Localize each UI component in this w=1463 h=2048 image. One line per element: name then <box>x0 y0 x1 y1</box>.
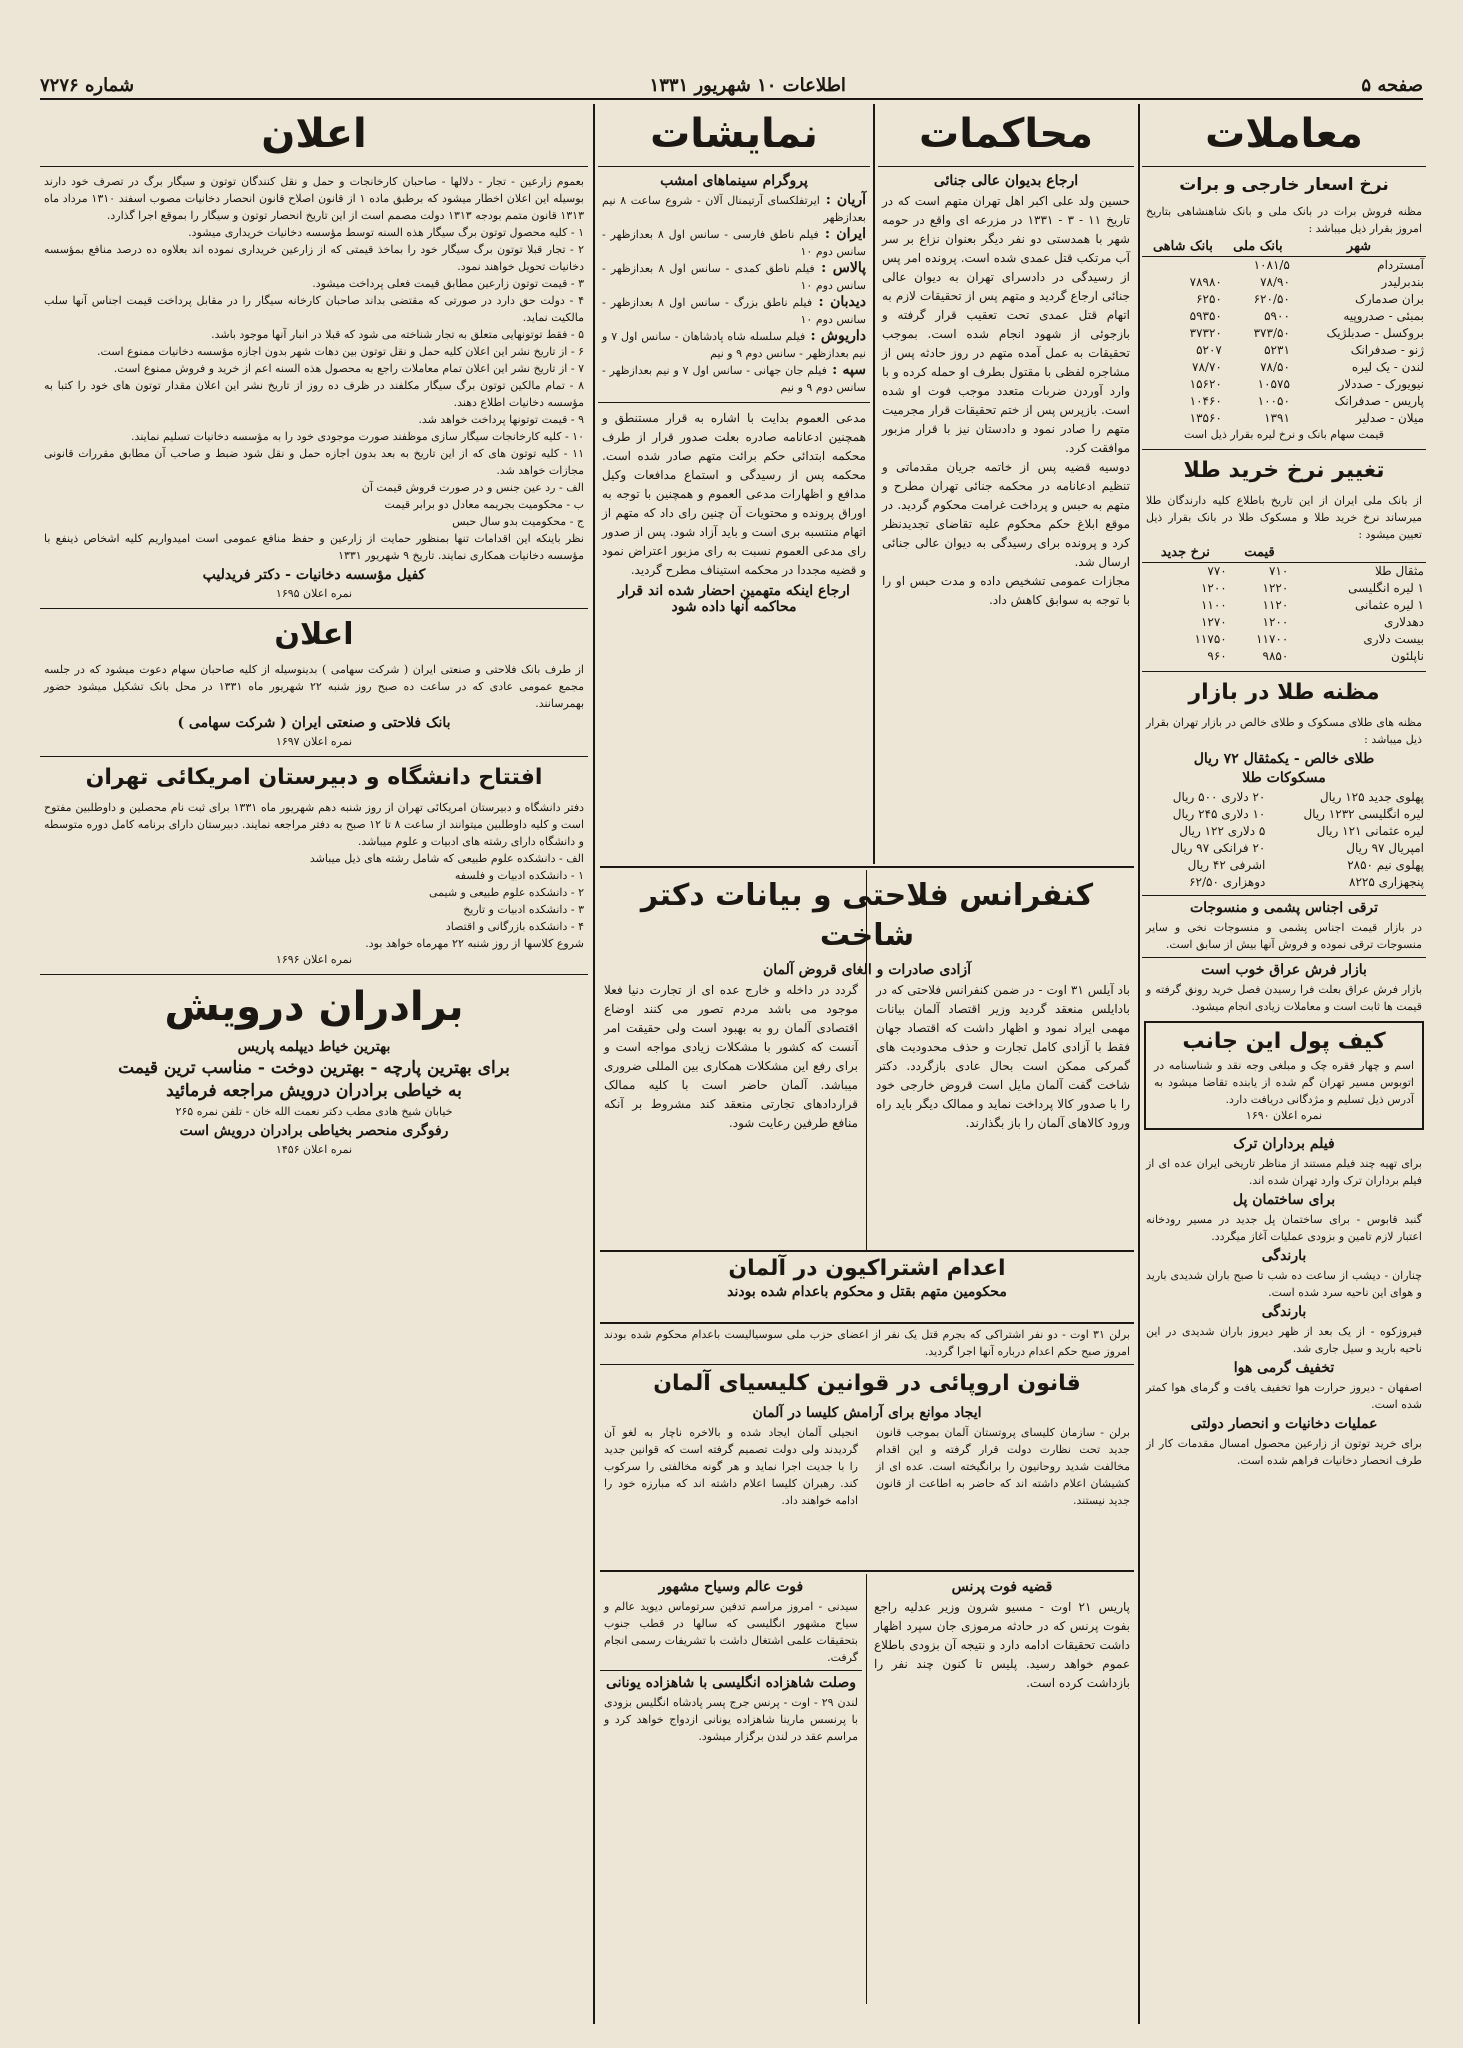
church-subtitle: ایجاد موانع برای آرامش کلیسا در آلمان <box>752 1405 982 1421</box>
execution-subtitle: محکومین متهم بقتل و محکوم باعدام شده بودند <box>727 1284 1007 1300</box>
cinema-entry <box>602 294 866 328</box>
penalty-item: ج - محکومیت بدو سال حبس <box>452 515 584 528</box>
table-cell: ژنو - صدفرانک <box>1350 343 1424 357</box>
rain2-title: بارندگی <box>1261 1304 1307 1320</box>
section-rule <box>600 1250 1134 1252</box>
school-ad-number: نمره اعلان ۱۶۹۶ <box>275 953 353 966</box>
coin-row <box>1142 857 1426 874</box>
church-text-right: برلن - سازمان کلیسای پروتستان آلمان بموجب قانون جدید تحت نظارت دولت قرار گرفته و این اقدام مخالفت شدید روحانیون را برانگیخته است. عده ای از کشیشان اعلام داشته اند که حاضر به اطاعت از قانون جدید نیستند. <box>876 1426 1130 1507</box>
bridge-text: گنبد قابوس - برای ساختمان پل جدید در مسیر رودخانه اعتبار لازم تامین و بزودی عملیات آغاز میگردد. <box>1146 1213 1422 1243</box>
rate-row <box>1142 359 1426 376</box>
exchange-rates-title: نرخ اسعار خارجی و برات <box>1179 175 1389 195</box>
school-list-item: الف - دانشکده علوم طبیعی که شامل رشته های ذیل میباشد <box>309 852 584 865</box>
rate-row <box>1142 308 1426 325</box>
bridge-title: برای ساختمان پل <box>1232 1192 1336 1208</box>
table-cell: ۱۱۷۵۰ <box>1194 632 1227 646</box>
table-cell: ۷۱۰ <box>1268 564 1289 578</box>
notice-item: ۱۱ - کلیه توتون های که از این تاریخ به بعد بدون اجازه حمل و نقل شود ضبط و صاحب آن مطابق مقررات قانونی مجازات خواهد شد. <box>44 447 584 477</box>
rain-title: بارندگی <box>1261 1248 1307 1264</box>
table-cell: ۱ لیره عثمانی <box>1355 598 1424 612</box>
cinema-entry <box>602 362 866 396</box>
table-header-cell <box>1290 543 1426 563</box>
penalty-item: الف - رد عین جنس و در صورت فروش قیمت آن <box>361 481 584 494</box>
school-title: افتتاح دانشگاه و دبیرستان امریکائی تهران <box>85 765 543 790</box>
rain2-text: فیروزکوه - از یک بعد از ظهر دیروز باران شدیدی در این ناحیه بارید و سیل جاری شد. <box>1146 1325 1422 1355</box>
cinema-program: ایرتفلکسای آرتیمنال آلان - شروع ساعت ۸ نیم بعدازظهر <box>602 194 866 224</box>
table-cell: ۱۱۷۰۰ <box>1256 632 1289 646</box>
table-header-cell: بانک شاهی <box>1142 237 1224 257</box>
cinema-program: فیلم ناطق بزرگ - سانس اول ۸ بعدازظهر - سانس دوم ۱۰ <box>602 296 866 326</box>
notice-ad-number: نمره اعلان ۱۶۹۵ <box>275 587 353 600</box>
case-text-2: دوسیه قضیه پس از خاتمه جریان مقدماتی و تنظیم ادعانامه در محکمه جنائی تهران مطرح و متهم به حبس و پرداخت غرامت محکوم گردید. در موقع ابلاغ حکم محکوم علیه تقاضای تجدیدنظر کرد و پرونده برای رسیدگی به دیوان عالی جنائی ارسال شد. <box>882 460 1130 569</box>
case-text: حسین ولد علی اکبر اهل تهران متهم است که در تاریخ ۱۱ - ۳ - ۱۳۳۱ در مزرعه ای واقع در حومه شهر با همدستی دو نفر دیگر بعنوان نزاع بر سر آب مرتکب قتل عمدی شده است. پرونده امر پس از رسیدگی در دادسرای تهران به دیوان عالی جنائی ارجاع گردید و متهم پس از تحقیقات لازم به اتهام قتل عمدی تحت تعقیب قرار گرفته و بازجوئی از شهود انجام شده است. بموجب تحقیقات به عمل آمده متهم در روز حادثه پس از مشاجره لفظی با مقتول بطرف او حمله کرده و با وارد آوردن ضربات متعدد موجب فوت او شده است. بازپرس پس از ختم تحقیقات قرار مجرمیت متهم را صادر نمود و دادستان نیز با قرار مزبور موافقت کرد. <box>882 194 1131 455</box>
table-cell: ۷۸۹۸۰ <box>1189 275 1222 289</box>
header-date: اطلاعات ۱۰ شهریور ۱۳۳۱ <box>649 74 846 96</box>
market-text: مظنه های طلای مسکوک و طلای خالص در بازار تهران بقرار ذیل میباشد : <box>1146 716 1422 746</box>
shows-column <box>598 104 870 864</box>
gold-row <box>1142 563 1426 581</box>
prince-article <box>870 1576 1134 2006</box>
market-title: مظنه طلا در بازار <box>1188 680 1380 705</box>
notice-item: ۱ - کلیه محصول توتون برگ سیگار هذه السنه توسط مؤسسه دخانیات خریداری میشود. <box>188 226 584 239</box>
notice-item: ۴ - دولت حق دارد در صورتی که مقتضی بداند صاحبان کارخانه سیگار را در مقابل پرداخت قیمت اجناس آنها سلب مالکیت نماید. <box>44 294 584 324</box>
table-cell: ۱۳۵۶۰ <box>1189 411 1222 425</box>
rate-row <box>1142 325 1426 342</box>
prince-title: قضیه فوت پرنس <box>951 1579 1053 1595</box>
cinema-program-title: پروگرام سینماهای امشب <box>660 173 808 189</box>
exchange-rates-table <box>1142 237 1426 427</box>
trials-title: محاکمات <box>919 111 1093 157</box>
execution-title: اعدام اشتراکیون در آلمان <box>728 1256 1006 1281</box>
rate-row <box>1142 274 1426 291</box>
column-rule <box>873 104 875 864</box>
church-text-left: انجیلی آلمان ایجاد شده و بالاخره ناچار به لغو آن گردیدند ولی دولت تصمیم گرفته است که قوانین جدید را با جدیت اجرا نماید و هر گونه مخالفتی را سرکوب کند. رهبران کلیسا اعلام داشته اند که مبارزه خود را ادامه خواهند داد. <box>604 1426 858 1507</box>
column-rule <box>1138 104 1140 2024</box>
notice-item: ۸ - تمام مالکین توتون برگ سیگار مکلفند در ظرف ده روز از تاریخ نشر این اعلان مقدار توتون های خود را کتبا به مؤسسه دخانیات اطلاع دهند. <box>44 379 584 409</box>
notice2-text: از طرف بانک فلاحتی و صنعتی ایران ( شرکت سهامی ) بدینوسیله از کلیه صاحبان سهام دعوت میشود که در جلسه مجمع عمومی عادی که در ساعت ده صبح روز شنبه ۲۲ شهریور ماه ۱۳۳۱ در محل بانک تشکیل میشود حضور بهمرسانند. <box>44 663 584 710</box>
table-cell: پهلوی نیم ۲۸۵۰ <box>1347 858 1424 872</box>
cinema-name: آریان : <box>819 192 866 208</box>
shows-title: نمایشات <box>650 111 818 157</box>
rate-row <box>1142 342 1426 359</box>
section-rule <box>600 1570 1134 1572</box>
cinema-name: پالاس : <box>814 260 866 276</box>
obituary-article <box>600 1576 862 2006</box>
column-rule <box>866 1574 867 2004</box>
table-cell: لیره انگلیسی ۱۲۳۲ ریال <box>1303 807 1424 821</box>
table-cell: ۹۸۵۰ <box>1262 649 1289 663</box>
court-text: مدعی العموم بدایت با اشاره به قرار مستنطق و همچنین ادعانامه صادره بعلت صدور قرار از طرف محکمه ابتدائی حکم برائت متهم صادر شده است. محکمه پس از رسیدگی و استماع مدافعات وکیل مدافع و اظهارات مدعی العموم و همچنین با توجه به اوراق پرونده و محتویات آن چنین رای داد که متهم از اتهام منتسبه بری است و باید آزاد شود. پس از صدور رای مدعی العموم نسبت به رای مزبور اعتراض نمود و قضیه مجددا در محکمه استیناف مطرح گردید. <box>602 411 866 577</box>
tobacco-title: عملیات دخانیات و انحصار دولتی <box>1190 1416 1378 1432</box>
church-article <box>600 1326 1134 1570</box>
table-cell: ۱۳۹۱ <box>1264 411 1290 425</box>
cinema-entry <box>602 226 866 260</box>
table-cell: بمبئی - صدروپیه <box>1343 309 1424 323</box>
film-text: برای تهیه چند فیلم مستند از مناظر تاریخی ایران عده ای از فیلم برداران ترک وارد تهران شده اند. <box>1146 1157 1422 1187</box>
prince-text: پاریس ۲۱ اوت - مسیو شرون وزیر عدلیه راجع بفوت پرنس که در حادثه مرموزی جان سپرد اظهار داشت تحقیقات ادامه دارد و نتیجه آن بزودی باطلاع عموم خواهد رسید. پلیس تا کنون چند نفر را بازداشت کرده است. <box>874 1600 1130 1690</box>
cinema-program: فیلم ناطق فارسی - سانس اول ۸ بعدازظهر - سانس دوم ۱۰ <box>602 228 866 258</box>
brand-line-2: برای بهترین پارچه - بهترین دوخت - مناسب ترین قیمت <box>118 1058 510 1078</box>
notice-item: ۶ - از تاریخ نشر این اعلان کلیه حمل و نقل توتون بین دهات شهر بدون اجازه مؤسسه دخانیات ممنوع است. <box>97 345 584 358</box>
table-cell: ۱۱۰۰ <box>1200 598 1227 612</box>
cinema-entry <box>602 328 866 362</box>
brand-line-1: بهترین خیاط دیپلمه پاریس <box>237 1039 391 1055</box>
rain-text: چناران - دیشب از ساعت ده شب تا صبح باران شدیدی بارید و هوای این ناحیه سرد شده است. <box>1146 1269 1422 1299</box>
rate-row <box>1142 257 1426 275</box>
coin-row <box>1142 789 1426 806</box>
table-cell <box>1142 257 1224 275</box>
table-cell: پنجهزاری ۸۲۲۵ <box>1349 875 1424 889</box>
table-cell: ۳۷۳۲۰ <box>1189 326 1222 340</box>
table-cell: بران صدمارک <box>1354 292 1424 306</box>
table-cell: ۷۸/۵۰ <box>1260 360 1290 374</box>
church-title: قانون اروپائی در قوانین کلیسیای آلمان <box>653 1371 1081 1396</box>
brand-address: خیابان شیخ هادی مطب دکتر نعمت الله خان - تلفن نمره ۲۶۵ <box>175 1105 453 1118</box>
silk-title: ترقی اجناس پشمی و منسوجات <box>1189 900 1379 916</box>
notice-item: ۱۰ - کلیه کارخانجات سیگار سازی موظفند صورت موجودی خود را به مؤسسه دخانیات تسلیم نمایند. <box>131 430 584 443</box>
table-cell: ۱۰۸۱/۵ <box>1253 258 1290 272</box>
table-cell: لندن - یک لیره <box>1351 360 1424 374</box>
gold-row <box>1142 614 1426 631</box>
gold-price-text: از بانک ملی ایران از این تاریخ باطلاع کلیه دارندگان طلا میرساند نرخ خرید طلا و مسکوک طلا در بانک بقرار ذیل تعیین میشود : <box>1146 494 1422 541</box>
notice-body: بعموم زارعین - تجار - دلالها - صاحبان کارخانجات و حمل و نقل کنندگان توتون و سیگار برگ در تصرف خود دارند بوسیله این اعلان اخطار میشود که برطبق ماده ۱ از قانون اصلاح قانون انحصار دخانیات مصوب اسفند ۱۳۱۰ مرداد ماه ۱۳۱۳ قانون متمم بودجه ۱۳۱۳ دولت مصمم است از این تاریخ انحصار توتون و سیگار را بموقع اجرا گذارد. <box>44 175 584 222</box>
heat-title: تخفیف گرمی هوا <box>1233 1360 1335 1376</box>
table-cell: ۷۸/۹۰ <box>1260 275 1290 289</box>
wedding-text: لندن ۲۹ - اوت - پرنس جرج پسر پادشاه انگلیس بزودی با پرنسس مارینا شاهزاده یونانی ازدواج خواهد کرد و مراسم عقد در لندن برگزار میشود. <box>604 1696 858 1743</box>
wedding-title: وصلت شاهزاده انگلیسی با شاهزاده یونانی <box>605 1675 857 1691</box>
notices-column <box>40 104 588 2024</box>
table-cell: میلان - صدلیر <box>1355 411 1424 425</box>
table-cell: ۲۰ دلاری ۵۰۰ ریال <box>1172 790 1266 804</box>
page-header <box>40 72 1423 100</box>
heat-text: اصفهان - دیروز حرارت هوا تخفیف یافت و گرمای هوا کمتر شده است. <box>1146 1381 1422 1411</box>
school-list-item: ۱ - دانشکده ادبیات و فلسفه <box>454 869 584 882</box>
court-end: ارجاع اینکه متهمین احضار شده اند قرار محاکمه آنها داده شود <box>618 583 850 615</box>
coin-row <box>1142 806 1426 823</box>
gold-price-title: تغییر نرخ خرید طلا <box>1183 458 1385 483</box>
gold-price-table <box>1142 543 1426 665</box>
school-list-item: ۴ - دانشکده بازرگانی و اقتصاد <box>445 920 584 933</box>
rates-note: قیمت سهام بانک و نرخ لیره بقرار ذیل است <box>1184 428 1384 441</box>
tobacco-text: برای خرید توتون از زارعین محصول امسال مقدمات کار از طرف انحصار دخانیات فراهم شده است. <box>1146 1437 1422 1467</box>
table-cell: ۱ لیره انگلیسی <box>1348 581 1424 595</box>
gold-row <box>1142 597 1426 614</box>
wallet-text: اسم و چهار فقره چک و مبلغی وجه نقد و شناسنامه در اتوبوس مسیر تهران گم شده از یابنده تقاضا میشود به آدرس ذیل تسلیم و مژدگانی دریافت دارد. <box>1154 1059 1414 1106</box>
table-cell: دوهزاری ۶۲/۵۰ <box>1189 875 1266 889</box>
coins-table <box>1142 789 1426 891</box>
case-title: ارجاع بدیوان عالی جنائی <box>933 173 1079 189</box>
notice-item: ۵ - فقط توتونهایی متعلق به تجار شناخته می شود که قبلا در انبار آنها موجود باشد. <box>211 328 584 341</box>
cinema-program: فیلم ناطق کمدی - سانس اول ۸ بعدازظهر - سانس دوم ۱۰ <box>602 262 866 292</box>
brand-tagline: رفوگری منحصر بخیاطی برادران درویش است <box>179 1123 449 1139</box>
rugs-title: بازار فرش عراق خوب است <box>1201 962 1367 978</box>
table-cell: ۵۲۰۷ <box>1196 343 1222 357</box>
rate-row <box>1142 376 1426 393</box>
table-cell: امپریال ۹۷ ریال <box>1346 841 1424 855</box>
table-cell: ۵۲۳۱ <box>1264 343 1290 357</box>
table-cell: پهلوی جدید ۱۲۵ ریال <box>1319 790 1424 804</box>
case-end: مجازات عمومی تشخیص داده و مدت حبس او را با توجه به سوابق کاهش داد. <box>882 574 1130 607</box>
gold-row <box>1142 648 1426 665</box>
cinema-name: داریوش : <box>805 328 867 344</box>
table-cell: پاریس - صدفرانک <box>1334 394 1424 408</box>
table-cell: ۱۰۵۷۵ <box>1257 377 1290 391</box>
wallet-title: کیف پول این جانب <box>1182 1029 1386 1054</box>
rate-row <box>1142 291 1426 308</box>
transactions-title: معاملات <box>1205 111 1363 157</box>
rate-row <box>1142 393 1426 410</box>
execution-text: برلن ۳۱ اوت - دو نفر اشتراکی که بجرم قتل یک نفر از اعضای حزب ملی سوسیالیست باعدام محکوم شده بودند امروز صبح حکم اعدام درباره آنها اجرا گردید. <box>604 1328 1130 1358</box>
notice2-signature: بانک فلاحتی و صنعتی ایران ( شرکت سهامی ) <box>177 715 451 731</box>
gold-row <box>1142 631 1426 648</box>
coin-row <box>1142 874 1426 891</box>
section-rule <box>600 866 1134 868</box>
table-cell: ۷۸/۷۰ <box>1192 360 1222 374</box>
notice-item: ۲ - تجار قبلا توتون برگ سیگار خود را بماخذ قیمتی که از زارعین خریداری نموده اند بعلاوه ده درصد منافع بمؤسسه دخانیات تحویل خواهند نمود. <box>44 243 584 273</box>
issue-number: شماره ۷۲۷۶ <box>40 74 135 96</box>
table-cell: ۱۲۰۰ <box>1262 615 1289 629</box>
table-cell: ۵ دلاری ۱۲۲ ریال <box>1179 824 1266 838</box>
notice2-title: اعلان <box>274 617 354 652</box>
notice-item: ۷ - از تاریخ نشر این اعلان تمام معاملات راجع به محصول هذه السنه اعم از خرید و فروش ممنوع است. <box>113 362 584 375</box>
table-cell: ۱۲۷۰ <box>1200 615 1227 629</box>
cinema-name: سپه : <box>826 362 866 378</box>
table-header-cell: بانک ملی <box>1224 237 1292 257</box>
table-cell: لیره عثمانی ۱۲۱ ریال <box>1316 824 1424 838</box>
transactions-column <box>1142 104 1426 2024</box>
rate-row <box>1142 410 1426 427</box>
pure-gold: طلای خالص - یکمثقال ۷۲ ریال <box>1193 751 1375 767</box>
table-cell: ۱۰ دلاری ۲۴۵ ریال <box>1172 807 1266 821</box>
table-header-cell: شهر <box>1292 237 1426 257</box>
table-cell: بندبرلیدر <box>1381 275 1424 289</box>
coin-row <box>1142 840 1426 857</box>
conference-text-left: گردد در داخله و خارج عده ای از تجارت دنیا فعلا موجود می باشد مردم تصور می کنند اوضاع اقتصادی آلمان رو به بهبود است ولی حقیقت امر آنست که کشور با مشکلات زیادی مواجه است و برای رفع این مشکلات همکاری بین المللی ضروری میباشد. آلمان حاضر است با کلیه ممالک قراردادهای تجارتی منعقد کند مشروط بر آنکه منافع طرفین رعایت شود. <box>604 983 858 1130</box>
table-cell: نیویورک - صددلار <box>1338 377 1424 391</box>
table-cell: آمستردام <box>1377 258 1424 272</box>
death-text: سیدنی - امروز مراسم تدفین سرتوماس دیوید عالم و سیاح مشهور انگلیسی که سالها در قطب جنوب بتحقیقات علمی اشتغال داشت با تشریفات رسمی انجام گرفت. <box>604 1600 858 1664</box>
table-cell: ۱۱۲۰ <box>1262 598 1289 612</box>
school-list-item: ۳ - دانشکده ادبیات و تاریخ <box>463 903 584 916</box>
table-cell: ۱۰۰۵۰ <box>1257 394 1290 408</box>
table-cell: بیست دلاری <box>1363 632 1424 646</box>
cinema-name: دیدبان : <box>812 294 866 310</box>
school-end: شروع کلاسها از روز شنبه ۲۲ مهرماه خواهد بود. <box>365 937 584 950</box>
notice-item: ۹ - قیمت توتونها پرداخت خواهد شد. <box>418 413 584 426</box>
table-header-cell: نرخ جدید <box>1142 543 1229 563</box>
column-rule <box>593 104 595 2024</box>
film-title: فیلم برداران ترک <box>1233 1136 1335 1152</box>
wallet-ad-number: نمره اعلان ۱۶۹۰ <box>1245 1109 1323 1122</box>
table-cell: ۵۹۳۵۰ <box>1189 309 1222 323</box>
table-cell: ۷۷۰ <box>1207 564 1227 578</box>
conference-article <box>600 872 1134 1248</box>
table-cell: ۹۶۰ <box>1207 649 1227 663</box>
conference-text-right: باد آیلس ۳۱ اوت - در ضمن کنفرانس فلاحتی که در بادایلس منعقد گردید وزیر اقتصاد آلمان بیانات مهمی ایراد نمود و اظهار داشت که اقتصاد جهان فقط با آزادی کامل تجارت و حذف محدودیت های گمرکی ممکن است بحال عادی بازگردد. دکتر شاخت گفت آلمان مایل است قروض خارجی خود را با صدور کالا پرداخت نماید و ممالک دیگر باید راه ورود کالاهای آلمان را باز بگذارند. <box>876 983 1130 1130</box>
table-cell: ۱۲۲۰ <box>1262 581 1289 595</box>
cinema-entry <box>602 192 866 226</box>
table-cell: دهدلاری <box>1383 615 1424 629</box>
table-cell: اشرفی ۴۲ ریال <box>1187 858 1266 872</box>
conference-subtitle: آزادی صادرات و الغای قروض آلمان <box>762 962 972 978</box>
exchange-rates-intro: مظنه فروش برات در بانک ملی و بانک شاهنشاهی بتاریخ امروز بقرار ذیل میباشد : <box>1146 205 1422 235</box>
notice-signature: کفیل مؤسسه دخانیات - دکتر فریدلیپ <box>202 567 426 583</box>
trials-column <box>878 104 1134 864</box>
table-cell: ۶۲۰/۵۰ <box>1253 292 1290 306</box>
brand-ad-number: نمره اعلان ۱۴۵۶ <box>275 1143 353 1156</box>
conference-title: کنفرانس فلاحتی و بیانات دکتر شاخت <box>640 878 1094 953</box>
execution-article <box>600 1254 1134 1320</box>
school-text: دفتر دانشگاه و دبیرستان امریکائی تهران از روز شنبه دهم شهریور ماه ۱۳۳۱ برای ثبت نام محصلین و داوطلبین مفتوح است و کلیه داوطلبین میتوانند از ساعت ۸ تا ۱۲ صبح به دفتر مراجعه نمایند. دبیرستان دارای برنامه کامل دوره متوسطه و دانشگاه دارای رشته های ادبیات و علوم میباشد. <box>44 801 585 848</box>
notice-title: اعلان <box>261 111 367 157</box>
table-cell: ناپلئون <box>1391 649 1424 663</box>
notice-item: ۳ - قیمت توتون زارعین مطابق قیمت فعلی پرداخت میشود. <box>312 277 584 290</box>
table-cell: بروکسل - صدبلژیک <box>1326 326 1424 340</box>
brand-title: برادران درویش <box>164 984 464 1030</box>
table-cell: ۱۵۶۲۰ <box>1189 377 1222 391</box>
cinema-program: فیلم سلسله شاه پادشاهان - سانس اول ۷ و نیم بعدازظهر - سانس دوم ۹ و نیم <box>602 330 866 360</box>
table-cell: ۱۰۴۶۰ <box>1189 394 1222 408</box>
table-cell: ۱۲۰۰ <box>1200 581 1227 595</box>
cinema-program: فیلم جان جهانی - سانس اول ۷ و نیم بعدازظهر - سانس دوم ۹ و نیم <box>602 364 866 394</box>
penalty-item: ب - محکومیت بجریمه معادل دو برابر قیمت <box>384 498 584 511</box>
table-cell: ۳۷۳/۵۰ <box>1253 326 1290 340</box>
cinema-entry <box>602 260 866 294</box>
notice-penalties <box>40 479 588 530</box>
table-header-cell: قیمت <box>1229 543 1291 563</box>
table-cell: ۵۹۰۰ <box>1264 309 1290 323</box>
notice2-ad-number: نمره اعلان ۱۶۹۷ <box>275 735 353 748</box>
brand-line-3: به خیاطی برادران درویش مراجعه فرمائید <box>166 1081 462 1101</box>
rugs-text: بازار فرش عراق بعلت فرا رسیدن فصل خرید رونق گرفته و قیمت ها ثابت است و معاملات زیادی انجام میشود. <box>1146 983 1422 1013</box>
notice-items <box>40 224 588 479</box>
wallet-notice <box>1144 1021 1424 1130</box>
death-title: فوت عالم وسیاح مشهور <box>658 1579 804 1595</box>
silk-text: در بازار قیمت اجناس پشمی و منسوجات نخی و سایر منسوجات ترقی نموده و فروش آنها بیش از سابق است. <box>1146 921 1422 951</box>
notice-closing: نظر باینکه این اقدامات تنها بمنظور حمایت از زارعین و حفظ منافع عمومی است امیدواریم کلیه اشخاص ذینفع با مؤسسه دخانیات همکاری نمایند. تاریخ ۹ شهریور ۱۳۳۱ <box>44 532 584 562</box>
cinema-name: ایران : <box>818 226 866 242</box>
table-cell: ۶۲۵۰ <box>1196 292 1222 306</box>
school-list-item: ۲ - دانشکده علوم طبیعی و شیمی <box>428 886 584 899</box>
section-rule <box>600 1322 1134 1324</box>
school-list <box>40 850 588 935</box>
cinema-list <box>598 192 870 396</box>
table-cell: ۲۰ فرانکی ۹۷ ریال <box>1170 841 1266 855</box>
page-number: صفحه ۵ <box>1361 74 1423 96</box>
coin-row <box>1142 823 1426 840</box>
coins-title: مسکوکات طلا <box>1242 770 1326 786</box>
table-cell: مثقال طلا <box>1374 564 1424 578</box>
gold-row <box>1142 580 1426 597</box>
